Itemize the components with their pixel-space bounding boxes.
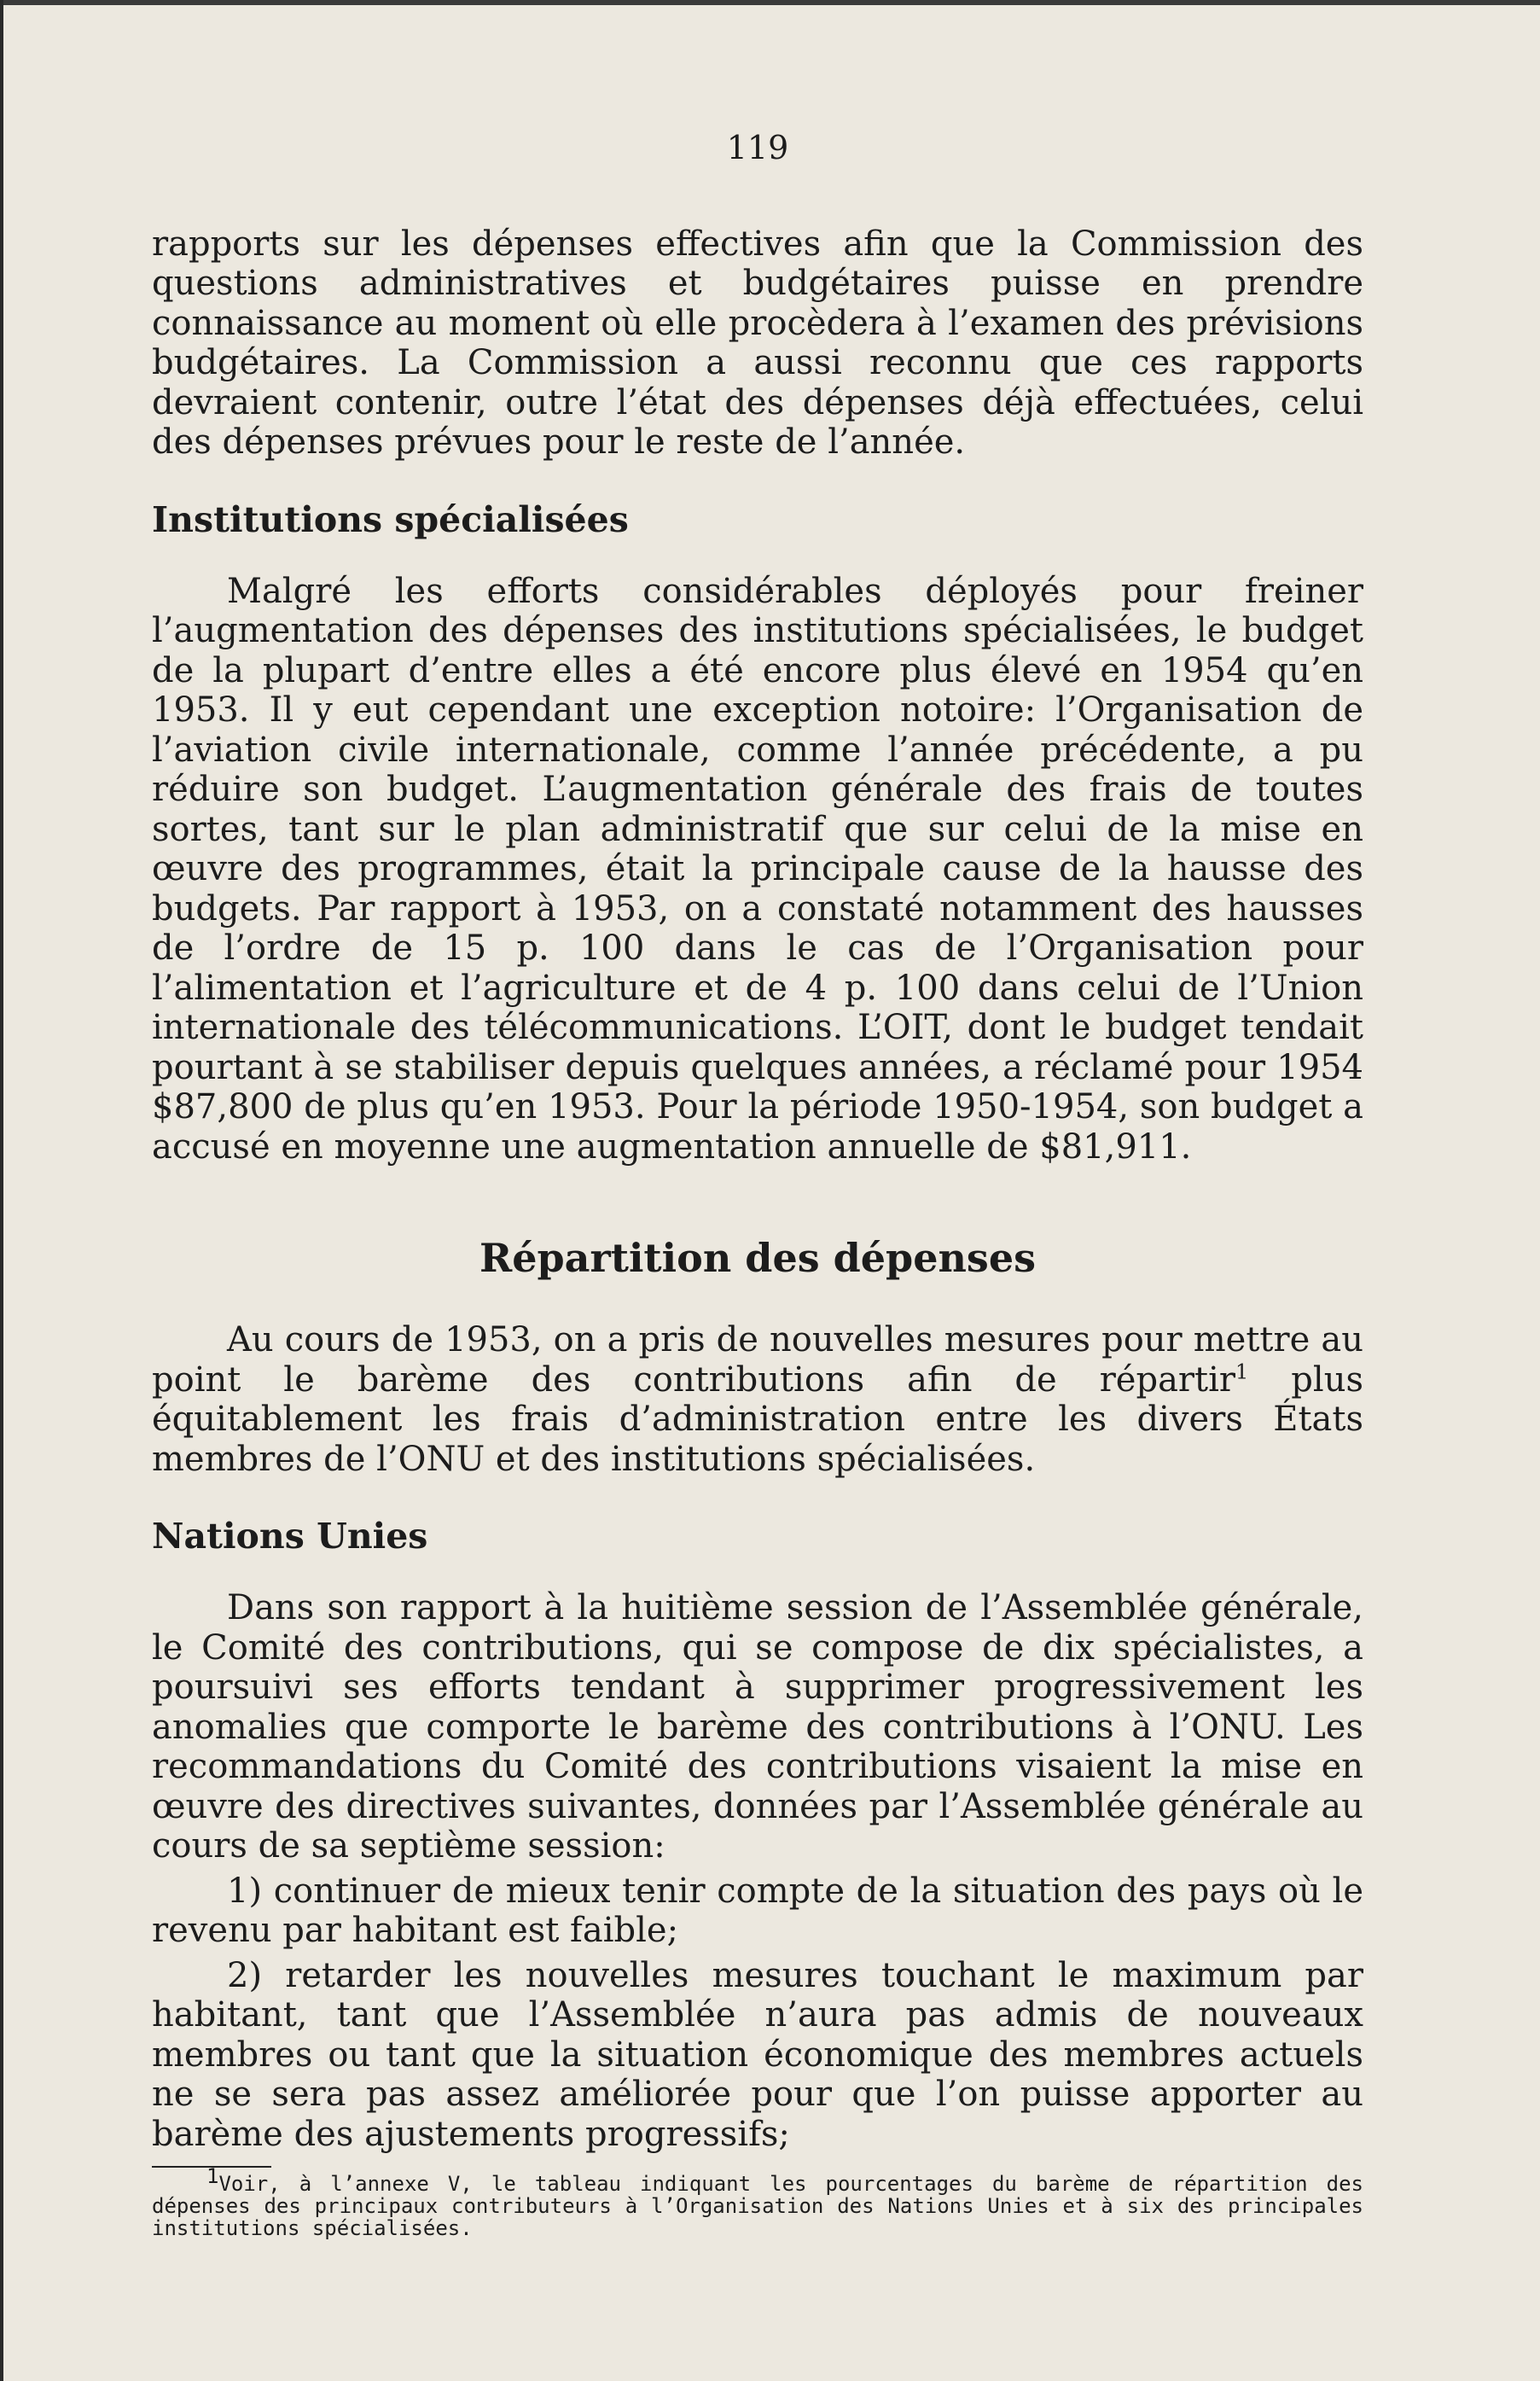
paragraph-institutions: Malgré les efforts considérables déployés pour freiner l’augmentation des dépenses des institutions spécialisées, le budget de la plupart d’entre elles a été encore plus élevé en 1954 qu’en 1953. Il y eut cependant une exception notoire: l’Organisation de l’aviation civile internationale, comme l’année précédente, a pu réduire son budget. L’augmentation générale des frais de toutes sortes, tant sur le plan administratif que sur celui de la mise en œuvre des programmes, était la principale cause de la hausse des budgets. Par rapport à 1953, on a constaté notamment des hausses de l’ordre de 15 p. 100 dans le cas de l’Organisation pour l’alimentation et l’agriculture et de 4 p. 100 dans celui de l’Union internationale des télécommunications. L’OIT, dont le budget tendait pourtant à se stabiliser depuis quelques années, a réclamé pour 1954 $87,800 de plus qu’en 1953. Pour la période 1950-1954, son budget a accusé en moyenne une augmentation annuelle de $81,911. [152, 571, 1363, 1167]
footnote-marker: 1 [1235, 1359, 1249, 1384]
page-number: 119 [726, 129, 789, 166]
footnote-text: Voir, à l’annexe V, le tableau indiquant les pourcentages du barème de répartition des dépenses des principaux contributeurs à l’Organisation des Nations Unies et à six des principales institutions spécialisées. [152, 2172, 1363, 2240]
footnote [152, 2164, 1363, 2240]
paragraph-repartition-part1: Au cours de 1953, on a pris de nouvelles mesures pour mettre au point le barème des contributions afin de répartir [152, 1320, 1363, 1400]
paragraph-intro: rapports sur les dépenses effectives afin que la Commission des questions administratives et budgétaires puisse en prendre connaissance au moment où elle procèdera à l’examen des prévisions budgétaires. La Commission a aussi reconnu que ces rapports devraient contenir, outre l’état des dépenses déjà effectuées, celui des dépenses prévues pour le reste de l’année. [152, 224, 1363, 462]
paragraph-nations-unies: Dans son rapport à la huitième session de l’Assemblée générale, le Comité des contributions, qui se compose de dix spécialistes, a poursuivi ses efforts tendant à supprimer progressivement les anomalies que comporte le barème des contributions à l’ONU. Les recommandations du Comité des contributions visaient la mise en œuvre des directives suivantes, données par l’Assemblée générale au cours de sa septième session: [152, 1588, 1363, 1866]
heading-institutions: Institutions spécialisées [152, 498, 629, 540]
page-top-edge [0, 0, 1540, 5]
list-item-1: 1) continuer de mieux tenir compte de la situation des pays où le revenu par habitant est faible; [152, 1871, 1363, 1950]
page-left-edge [0, 0, 3, 2381]
paragraph-repartition-part2: plus équitablement les frais d’administration entre les divers États membres de l’ONU et des institutions spécialisées. [152, 1359, 1363, 1479]
document-page [152, 128, 1363, 2239]
heading-nations-unies: Nations Unies [152, 1516, 428, 1557]
heading-repartition: Répartition des dépenses [479, 1235, 1036, 1281]
list-item-2: 2) retarder les nouvelles mesures touchant le maximum par habitant, tant que l’Assemblée n’aura pas admis de nouveaux membres ou tant que la situation économique des membres actuels ne se sera pas assez améliorée pour que l’on puisse apporter au barème des ajustements progressifs; [152, 1955, 1363, 2154]
paragraph-repartition [152, 1320, 1363, 1479]
footnote-number: 1 [206, 2164, 219, 2188]
